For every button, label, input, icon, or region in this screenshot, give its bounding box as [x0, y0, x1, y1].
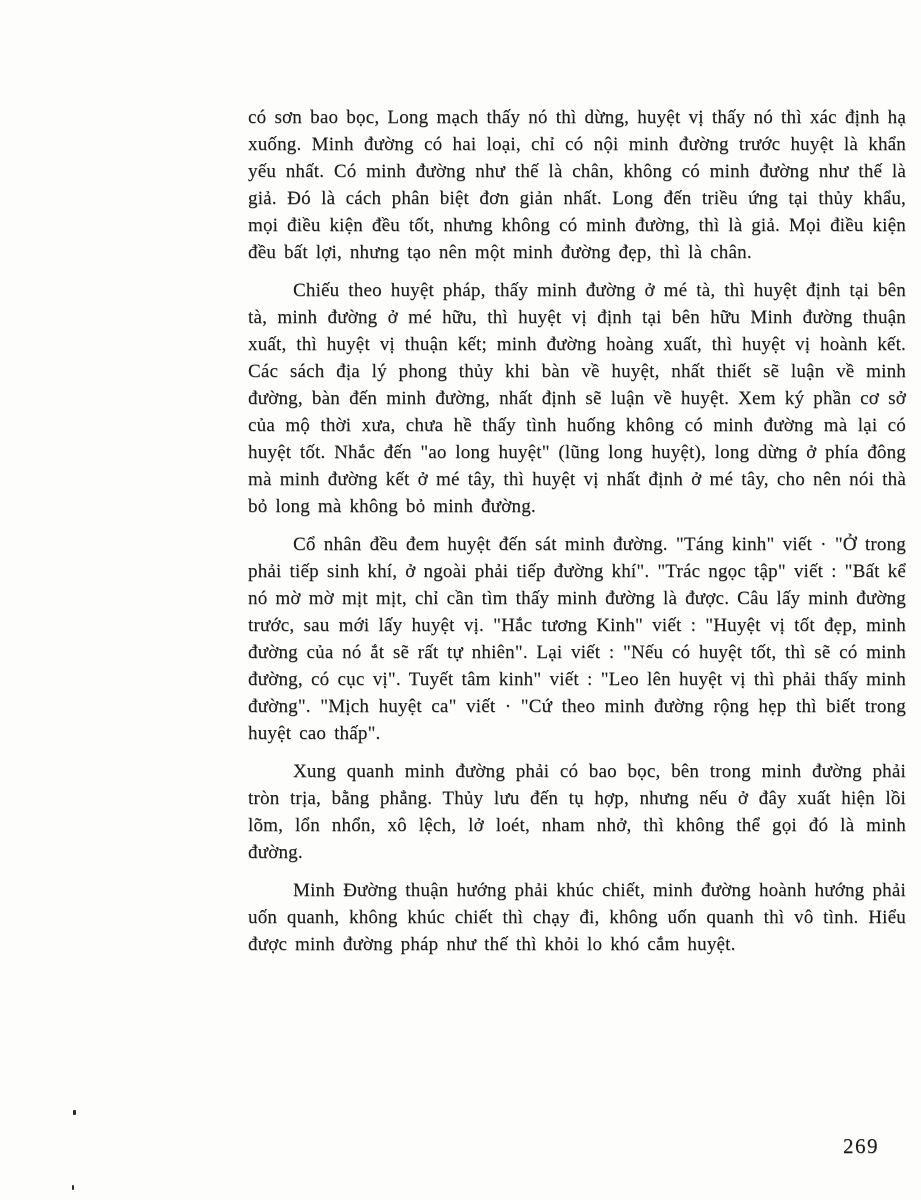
page-number: 269 [843, 1134, 879, 1158]
body-paragraph: Xung quanh minh đường phải có bao bọc, bên trong minh đường phải tròn trịa, bằng phẳng. Thủy lưu đến tụ hợp, nhưng nếu ở đây xuất hiện lồi lõm, lổn nhổn, xô lệch, lở loét, nham nhở, thì không thể gọi đó là minh đường. [248, 761, 906, 863]
ink-speck [73, 1110, 76, 1115]
ink-speck [72, 1185, 74, 1190]
body-paragraph: Cổ nhân đều đem huyệt đến sát minh đường. "Táng kinh" viết · "Ở trong phải tiếp sinh khí, ở ngoài phải tiếp đường khí". "Trác ngọc tập" viết : "Bất kể nó mờ mờ mịt mịt, chỉ cần tìm thấy minh đường là được. Câu lấy minh đường trước, sau mới lấy huyệt vị. "Hắc tương Kinh" viết : "Huyệt vị tốt đẹp, minh đường của nó ắt sẽ rất tự nhiên". Lại viết : "Nếu có huyệt tốt, thì sẽ có minh đường, có cục vị". Tuyết tâm kinh" viết : "Leo lên huyệt vị thì phải thấy minh đường". "Mịch huyệt ca" viết · "Cứ theo minh đường rộng hẹp thì biết trong huyệt cao thấp". [248, 534, 906, 744]
body-paragraph: Chiếu theo huyệt pháp, thấy minh đường ở mé tà, thì huyệt định tại bên tà, minh đường ở mé hữu, thì huyệt vị định tại bên hữu Minh đường thuận xuất, thì huyệt vị thuận kết; minh đường hoàng xuất, thì huyệt vị hoành kết. Các sách địa lý phong thủy khi bàn về huyệt, nhất thiết sẽ luận về minh đường, bàn đến minh đường, nhất định sẽ luận về huyệt. Xem ký phần cơ sở của mộ thời xưa, chưa hề thấy tình huống không có minh đường mà lại có huyệt tốt. Nhắc đến "ao long huyệt" (lũng long huyệt), long dừng ở phía đông mà minh đường kết ở mé tây, thì huyệt vị nhất định ở mé tây, cho nên nói thà bỏ long mà không bỏ minh đường. [248, 280, 906, 517]
body-paragraph: có sơn bao bọc, Long mạch thấy nó thì dừng, huyệt vị thấy nó thì xác định hạ xuống. Minh đường có hai loại, chỉ có nội minh đường trước huyệt là khẩn yếu nhất. Có minh đường như thế là chân, không có minh đường như thế là giả. Đó là cách phân biệt đơn giản nhất. Long đến triều ứng tại thủy khẩu, mọi điều kiện đều tốt, nhưng không có minh đường, thì là giả. Mọi điều kiện đều bất lợi, nhưng tạo nên một minh đường đẹp, thì là chân. [248, 107, 906, 263]
page-text-block [248, 104, 906, 969]
body-paragraph: Minh Đường thuận hướng phải khúc chiết, minh đường hoành hướng phải uốn quanh, không khúc chiết thì chạy đi, không uốn quanh thì vô tình. Hiểu được minh đường pháp như thế thì khỏi lo khó cắm huyệt. [248, 880, 906, 955]
